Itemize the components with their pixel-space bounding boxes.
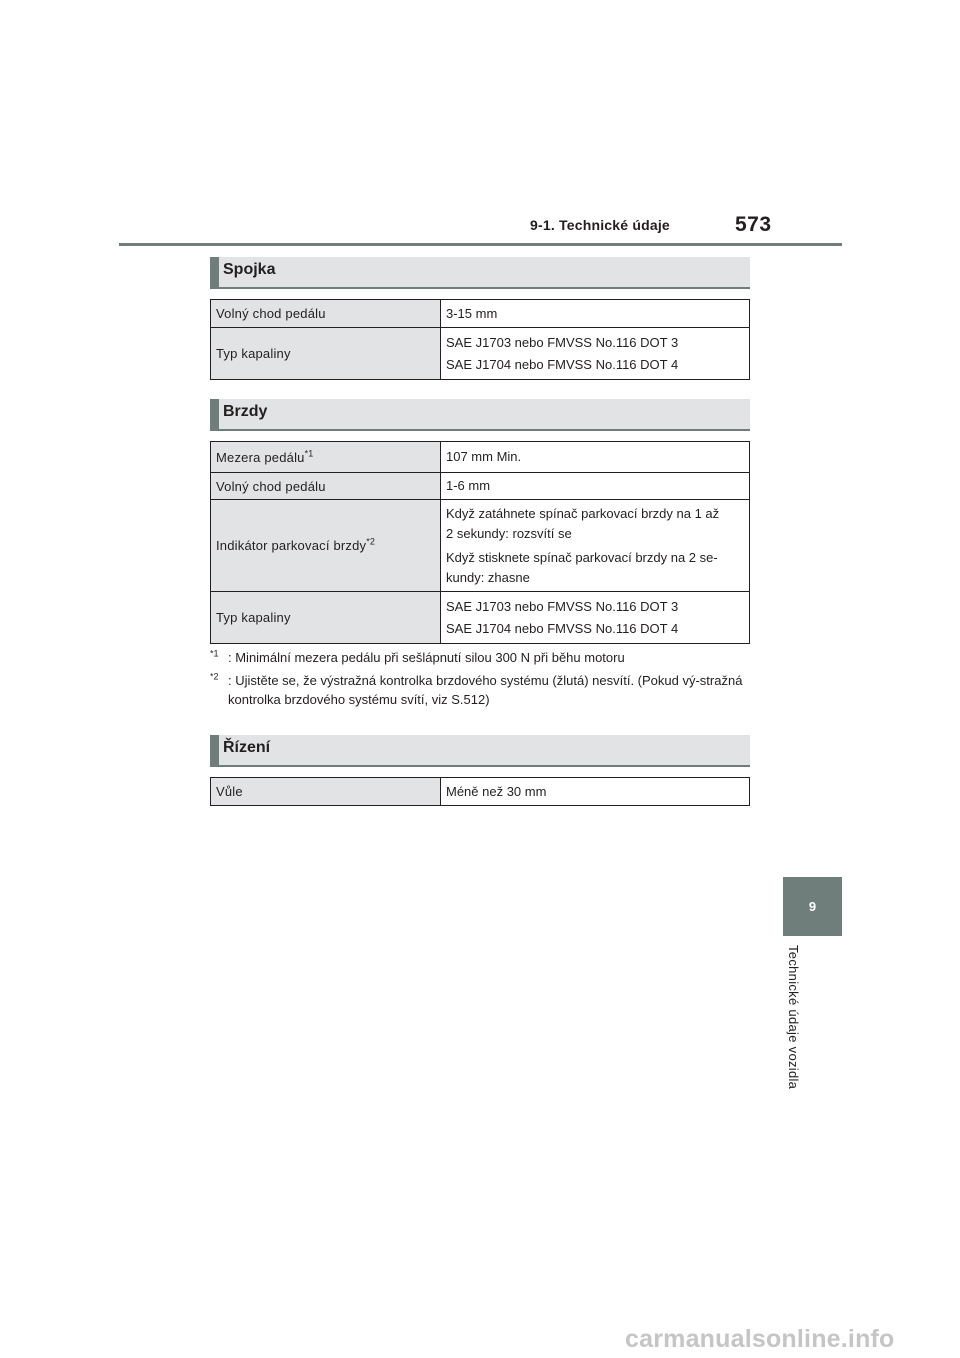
header-rule	[119, 243, 842, 246]
row-label	[211, 473, 441, 500]
row-value	[441, 442, 750, 473]
footnote	[210, 648, 755, 667]
value-line: 3-15 mm	[446, 305, 498, 321]
chapter-number: 9	[808, 899, 817, 914]
row-value	[441, 778, 750, 806]
value-line: Když zatáhnete spínač parkovací brzdy na 1 až	[446, 505, 720, 521]
footnote	[210, 671, 755, 709]
value-line: SAE J1704 nebo FMVSS No.116 DOT 4	[446, 356, 679, 372]
label-text: Volný chod pedálu	[216, 306, 326, 321]
watermark: carmanualsonline.info	[625, 1325, 895, 1353]
footnote-ref: *1	[304, 448, 314, 459]
footnote-mark	[210, 671, 219, 690]
row-value	[441, 473, 750, 500]
section-header-brzdy	[210, 399, 750, 431]
chapter-tab	[783, 877, 842, 936]
row-value	[441, 500, 750, 592]
footnote-text: : Ujistěte se, že výstražná kontrolka brzdového systému (žlutá) nesvítí. (Pokud vý-stražná kontrolka brzdového systému svítí, viz S.512)	[228, 673, 743, 707]
footnote-ref: *2	[366, 536, 376, 547]
value-line: SAE J1703 nebo FMVSS No.116 DOT 3	[446, 334, 679, 350]
section-title: Spojka	[223, 261, 276, 278]
spec-table-rizeni	[210, 777, 750, 806]
label-text: Typ kapaliny	[216, 346, 291, 361]
section-accent	[210, 399, 219, 429]
spec-table-brzdy	[210, 441, 750, 644]
row-label	[211, 592, 441, 644]
value-line: 107 mm Min.	[446, 449, 522, 464]
row-label	[211, 328, 441, 380]
value-line: SAE J1704 nebo FMVSS No.116 DOT 4	[446, 620, 679, 636]
row-label	[211, 778, 441, 806]
value-line: Když stisknete spínač parkovací brzdy na 2 se-	[446, 549, 718, 565]
row-value	[441, 328, 750, 380]
section-accent	[210, 735, 219, 765]
table-row	[211, 778, 750, 806]
row-label	[211, 500, 441, 592]
label-text: Mezera pedálu	[216, 449, 305, 465]
value-line: Méně než 30 mm	[446, 783, 547, 799]
table-row	[211, 300, 750, 328]
footnotes	[210, 648, 755, 713]
label-text: Indikátor parkovací brzdy	[216, 538, 367, 553]
section-title: Brzdy	[223, 403, 268, 420]
label-text: Typ kapaliny	[216, 610, 291, 625]
section-header-spojka	[210, 257, 750, 289]
spec-table-spojka	[210, 299, 750, 380]
row-value	[441, 300, 750, 328]
value-line: 2 sekundy: rozsvítí se	[446, 525, 572, 541]
label-text: Vůle	[216, 784, 243, 799]
footnote-text: : Minimální mezera pedálu při sešlápnutí silou 300 N při běhu motoru	[228, 650, 625, 665]
header-section-title: 9-1. Technické údaje	[530, 217, 670, 233]
value-line: 1-6 mm	[446, 478, 491, 493]
section-title: Řízení	[223, 739, 271, 756]
value-line: SAE J1703 nebo FMVSS No.116 DOT 3	[446, 598, 679, 614]
row-label	[211, 300, 441, 328]
table-row	[211, 328, 750, 380]
table-row	[211, 442, 750, 473]
table-row	[211, 473, 750, 500]
section-accent	[210, 257, 219, 287]
footnote-mark-text: *2	[210, 671, 219, 682]
footnote-mark	[210, 648, 219, 667]
table-row	[211, 592, 750, 644]
row-value	[441, 592, 750, 644]
footnote-mark-text: *1	[210, 648, 219, 659]
page-number: 573	[735, 213, 772, 236]
table-row	[211, 500, 750, 592]
row-label	[211, 442, 441, 473]
label-text: Volný chod pedálu	[216, 478, 326, 494]
value-line: kundy: zhasne	[446, 569, 530, 585]
section-header-rizeni	[210, 735, 750, 767]
chapter-label: Technické údaje vozidla	[786, 945, 801, 1090]
